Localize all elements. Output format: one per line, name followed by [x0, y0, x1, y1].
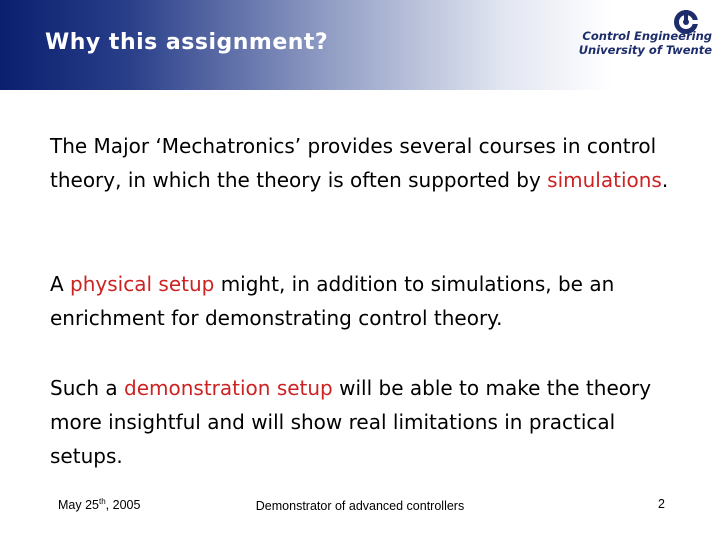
paragraph-3 — [50, 371, 690, 473]
paragraph-2 — [50, 267, 690, 335]
paragraph-text: The Major ‘Mechatronics’ provides several courses in control theory, in which the theory is often supported by — [50, 134, 657, 192]
footer-date — [58, 497, 140, 512]
logo-text-line1: Control Engineering — [582, 29, 712, 43]
logo-text-line2: University of Twente — [578, 43, 712, 57]
highlight-text: simulations — [547, 168, 662, 192]
paragraph-text: A — [50, 272, 71, 296]
footer-date-sup: th — [99, 497, 106, 506]
paragraph-text: might, in addition to simulations, be an enrichment for demonstrating control theory. — [50, 272, 615, 330]
footer-date-prefix: May 25 — [58, 498, 99, 513]
footer-date-suffix: , 2005 — [105, 498, 141, 513]
page-number: 2 — [658, 497, 665, 511]
slide-title: Why this assignment? — [45, 30, 329, 55]
footer-title: Demonstrator of advanced controllers — [255, 499, 465, 513]
highlight-text: physical setup — [70, 272, 215, 296]
paragraph-text: Such a — [50, 376, 125, 400]
paragraph-text: . — [661, 168, 669, 192]
paragraph-text: will be able to make the theory more insightful and will show real limitations in practical setups. — [50, 376, 652, 468]
paragraph-1 — [50, 129, 690, 197]
highlight-text: demonstration setup — [124, 376, 333, 400]
